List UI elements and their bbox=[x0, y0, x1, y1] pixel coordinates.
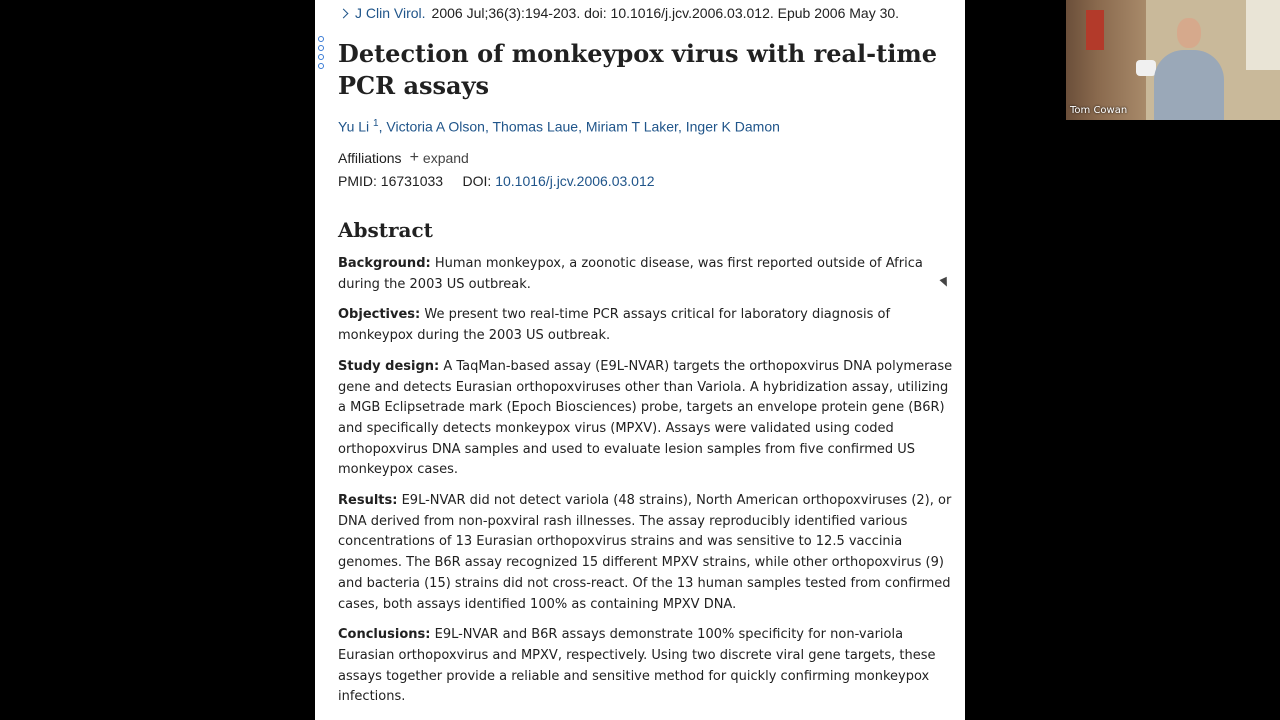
plus-icon: + bbox=[409, 149, 419, 166]
section-label: Study design: bbox=[338, 358, 440, 374]
expand-affiliations-button[interactable] bbox=[410, 150, 469, 166]
section-text: A TaqMan-based assay (E9L-NVAR) targets the orthopoxvirus DNA polymerase gene and detects Eurasian orthopoxviruses other than Variola. A hybridization assay, utilizing a MGB Eclipsetrade mark (Epoch Biosciences) probe, targets an envelope protein gene (B6R) and specifically detects monkeypox virus (MPXV). Assays were validated using coded orthopoxvirus DNA samples and used to evaluate lesion samples from five confirmed US monkeypox cases. bbox=[338, 358, 953, 478]
abstract-paragraph-study-design bbox=[338, 357, 954, 481]
section-label: Results: bbox=[338, 493, 398, 509]
expand-label: expand bbox=[422, 150, 469, 166]
abstract-paragraph-conclusions bbox=[338, 625, 954, 708]
section-text: We present two real-time PCR assays critical for laboratory diagnosis of monkeypox during the 2003 US outbreak. bbox=[338, 307, 891, 344]
abstract-paragraph-results bbox=[338, 491, 954, 615]
section-text: E9L-NVAR did not detect variola (48 strains), North American orthopoxviruses (2), or DNA derived from non-poxviral rash illnesses. The assay reproducibly identified various concentrations of 13 Eurasian orthopoxvirus strains and was sensitive to 12.5 vaccinia genomes. The B6R assay recognized 15 different MPXV strains, while other orthopoxvirus (9) and bacteria (15) strains did not cross-react. Of the 13 human samples tested from confirmed cases, both assays identified 100% as containing MPXV DNA. bbox=[338, 493, 952, 612]
participant-name-label: Tom Cowan bbox=[1070, 105, 1128, 116]
author-link[interactable]: Miriam T Laker bbox=[585, 118, 678, 135]
affiliations-label: Affiliations bbox=[338, 150, 402, 166]
author-link[interactable]: Thomas Laue bbox=[492, 118, 579, 135]
section-label: Conclusions: bbox=[338, 627, 431, 643]
window-background bbox=[1246, 0, 1280, 70]
pmid-label: PMID: bbox=[338, 173, 377, 189]
affiliations-row bbox=[338, 150, 469, 166]
pmid-value: 16731033 bbox=[380, 173, 444, 189]
abstract-paragraph-background bbox=[338, 254, 954, 295]
article-title: Detection of monkeypox virus with real-time PCR assays bbox=[338, 39, 938, 100]
author-separator: , bbox=[677, 118, 686, 135]
abstract-paragraph-objectives bbox=[338, 305, 954, 346]
section-label: Background: bbox=[338, 256, 431, 271]
author-separator: , bbox=[578, 118, 586, 135]
document-page bbox=[315, 0, 965, 720]
author-link[interactable]: Inger K Damon bbox=[685, 118, 780, 135]
author-separator: , bbox=[484, 118, 493, 135]
author-list bbox=[338, 118, 780, 135]
participant-head bbox=[1177, 18, 1201, 48]
doi-link[interactable]: 10.1016/j.jcv.2006.03.012 bbox=[495, 173, 655, 189]
abstract-body bbox=[338, 254, 954, 718]
participant-body bbox=[1154, 50, 1224, 120]
section-text: Human monkeypox, a zoonotic disease, was first reported outside of Africa during the 2003 US outbreak. bbox=[338, 256, 923, 292]
author-separator: , bbox=[378, 118, 387, 135]
section-text: E9L-NVAR and B6R assays demonstrate 100% specificity for non-variola Eurasian orthopoxvirus and MPXV, respectively. Using two discrete viral gene targets, these assays together provide a reliable and sensitive method for quickly confirming monkeypox infections. bbox=[338, 627, 936, 705]
section-label: Objectives: bbox=[338, 307, 421, 323]
author-link[interactable]: Victoria A Olson bbox=[386, 118, 485, 135]
lamp-decoration bbox=[1136, 60, 1156, 76]
citation-line bbox=[338, 5, 899, 21]
author-link[interactable]: Yu Li bbox=[338, 118, 370, 135]
journal-link[interactable]: J Clin Virol. bbox=[355, 5, 426, 21]
chevron-right-icon[interactable] bbox=[339, 8, 349, 18]
video-thumbnail[interactable] bbox=[1066, 0, 1280, 120]
doi-label: DOI: bbox=[462, 173, 492, 189]
affiliation-superscript[interactable]: 1 bbox=[373, 118, 379, 129]
citation-details: 2006 Jul;36(3):194-203. doi: 10.1016/j.jcv.2006.03.012. Epub 2006 May 30. bbox=[431, 5, 900, 21]
abstract-heading: Abstract bbox=[338, 218, 433, 242]
identifiers-row bbox=[338, 173, 655, 189]
bookshelf-background bbox=[1066, 0, 1146, 120]
drag-handle-icon[interactable] bbox=[318, 36, 326, 78]
book-decoration bbox=[1086, 10, 1104, 50]
